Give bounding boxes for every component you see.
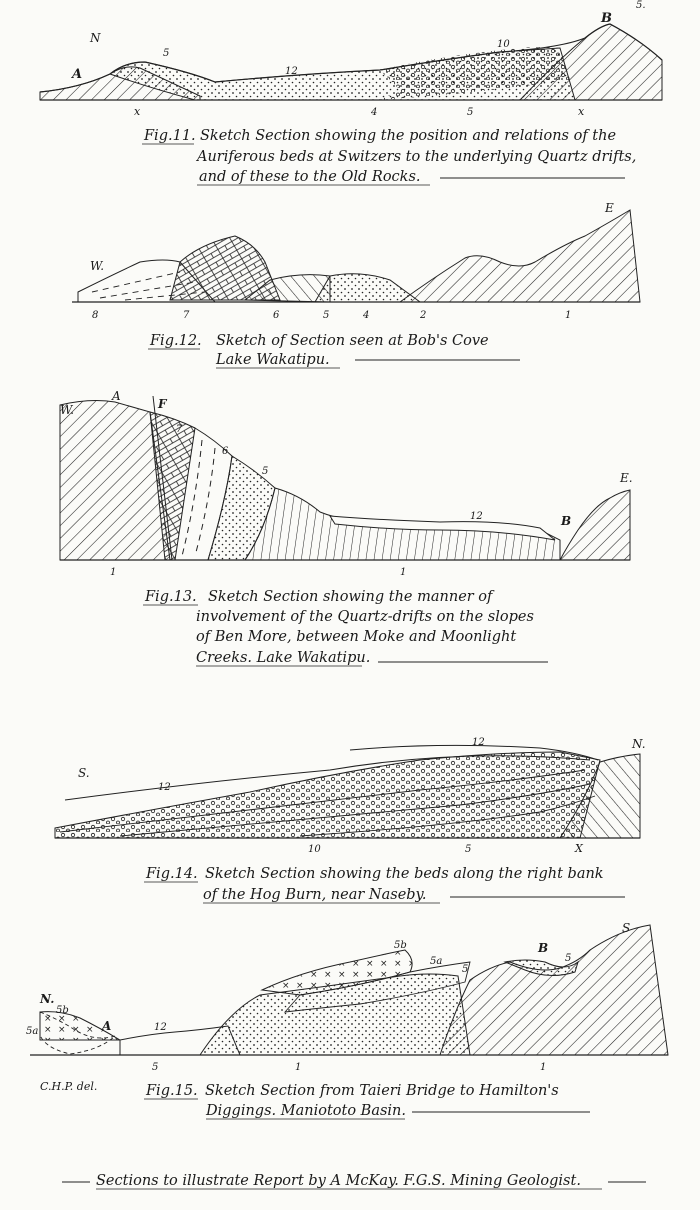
figure-12 — [72, 201, 640, 368]
fig14-caption-line-2: of the Hog Burn, near Naseby. — [203, 887, 427, 903]
fig11-caption-line-3: and of these to the Old Rocks. — [199, 169, 421, 185]
fig13-label-1-left: 1 — [110, 567, 117, 578]
fig13-label-b: B — [561, 514, 572, 528]
figure-14 — [55, 737, 646, 903]
fig15-label-12: 12 — [154, 1022, 167, 1033]
fig14-label-10: 10 — [308, 844, 321, 855]
fig13-label-5: 5 — [262, 466, 269, 477]
fig11-label-x-left: x — [134, 105, 141, 118]
fig13-caption-line-2: involvement of the Quartz-drifts on the slopes — [196, 609, 534, 625]
fig11-caption-line-1: Sketch Section showing the position and relations of the — [200, 128, 617, 144]
fig11-caption-line-2: Auriferous beds at Switzers to the underlying Quartz drifts, — [197, 149, 637, 165]
fig13-label-7: 7 — [176, 424, 183, 435]
fig11-label-x-right: x — [578, 105, 585, 118]
fig15-caption-line-1: Sketch Section from Taieri Bridge to Hamilton's — [205, 1083, 559, 1099]
fig13-caption-line-1: Sketch Section showing the manner of — [208, 589, 493, 605]
fig12-caption-prefix: Fig.12. — [150, 333, 202, 349]
fig11-label-5-bottom: 5 — [467, 107, 474, 118]
fig11-label-n: N — [90, 31, 101, 45]
fig14-label-12-left: 12 — [158, 782, 171, 793]
fig14-label-12-top: 12 — [472, 737, 485, 748]
fig15-label-a: A — [102, 1019, 112, 1033]
fig12-caption-line-2: Lake Wakatipu. — [216, 352, 330, 368]
fig12-label-6: 6 — [273, 310, 280, 321]
fig11-label-a: A — [72, 67, 83, 82]
fig12-label-e: E — [605, 201, 614, 215]
fig15-label-5a-top: 5a — [430, 956, 443, 967]
fig15-label-5b-top: 5b — [394, 940, 407, 951]
fig13-label-e: E. — [620, 471, 633, 485]
fig12-label-8: 8 — [92, 310, 99, 321]
fig13-label-a: A — [112, 389, 121, 403]
fig15-label-1-right: 1 — [540, 1062, 547, 1073]
fig12-label-4: 4 — [363, 310, 370, 321]
fig13-label-12: 12 — [470, 511, 483, 522]
fig14-label-x: X — [575, 842, 583, 855]
fig13-caption-prefix: Fig.13. — [145, 589, 197, 605]
footer — [62, 1173, 646, 1189]
fig15-caption-prefix: Fig.15. — [146, 1083, 198, 1099]
fig12-label-w: W. — [90, 259, 105, 273]
fig11-label-5-top: 5 — [163, 48, 170, 59]
fig15-label-1-mid: 1 — [295, 1062, 302, 1073]
fig13-label-6: 6 — [222, 446, 229, 457]
fig15-label-5b-left: 5b — [56, 1005, 69, 1016]
fig14-label-s: S. — [78, 766, 90, 780]
fig14-caption-line-1: Sketch Section showing the beds along the right bank — [205, 866, 604, 882]
figure-15 — [26, 921, 668, 1119]
fig14-label-n: N. — [632, 737, 646, 751]
fig15-caption-line-2: Diggings. Maniototo Basin. — [206, 1103, 406, 1119]
fig11-label-10: 10 — [497, 39, 510, 50]
fig13-caption-line-4: Creeks. Lake Wakatipu. — [196, 650, 371, 666]
fig11-label-12: 12 — [285, 66, 298, 77]
fig15-label-b: B — [538, 941, 549, 955]
fig12-caption-line-1: Sketch of Section seen at Bob's Cove — [216, 333, 489, 349]
fig12-label-1: 1 — [565, 310, 572, 321]
footer-text: Sections to illustrate Report by A McKay. F.G.S. Mining Geologist. — [96, 1173, 581, 1189]
fig15-label-5a-left: 5a — [26, 1026, 39, 1037]
fig15-label-5-top: 5 — [462, 964, 469, 975]
artist-credit: C.H.P. del. — [40, 1080, 98, 1093]
fig15-label-5-b: 5 — [565, 953, 572, 964]
fig13-label-f: F — [158, 397, 167, 411]
page-number: 5. — [636, 0, 646, 11]
fig13-label-1-mid: 1 — [400, 567, 407, 578]
fig14-pebble-beds — [55, 752, 600, 838]
fig12-label-5: 5 — [323, 310, 330, 321]
fig11-label-b: B — [601, 11, 612, 26]
figure-11 — [40, 11, 662, 185]
fig11-caption-prefix: Fig.11. — [144, 128, 196, 144]
fig12-label-2: 2 — [420, 310, 427, 321]
fig14-label-5: 5 — [465, 844, 472, 855]
fig13-label-w: W. — [60, 403, 75, 417]
figure-13 — [60, 389, 633, 666]
fig14-caption-prefix: Fig.14. — [146, 866, 198, 882]
fig13-caption-line-3: of Ben More, between Moke and Moonlight — [196, 629, 517, 645]
fig12-label-7: 7 — [183, 310, 190, 321]
fig11-label-4: 4 — [371, 107, 378, 118]
fig15-label-n: N. — [40, 992, 55, 1006]
fig15-label-s: S — [622, 921, 631, 935]
fig15-label-5-low: 5 — [152, 1062, 159, 1073]
fig15-old-rocks-right — [440, 925, 668, 1055]
fig12-dotted-bed — [315, 274, 420, 302]
fig12-old-rocks — [400, 210, 640, 302]
